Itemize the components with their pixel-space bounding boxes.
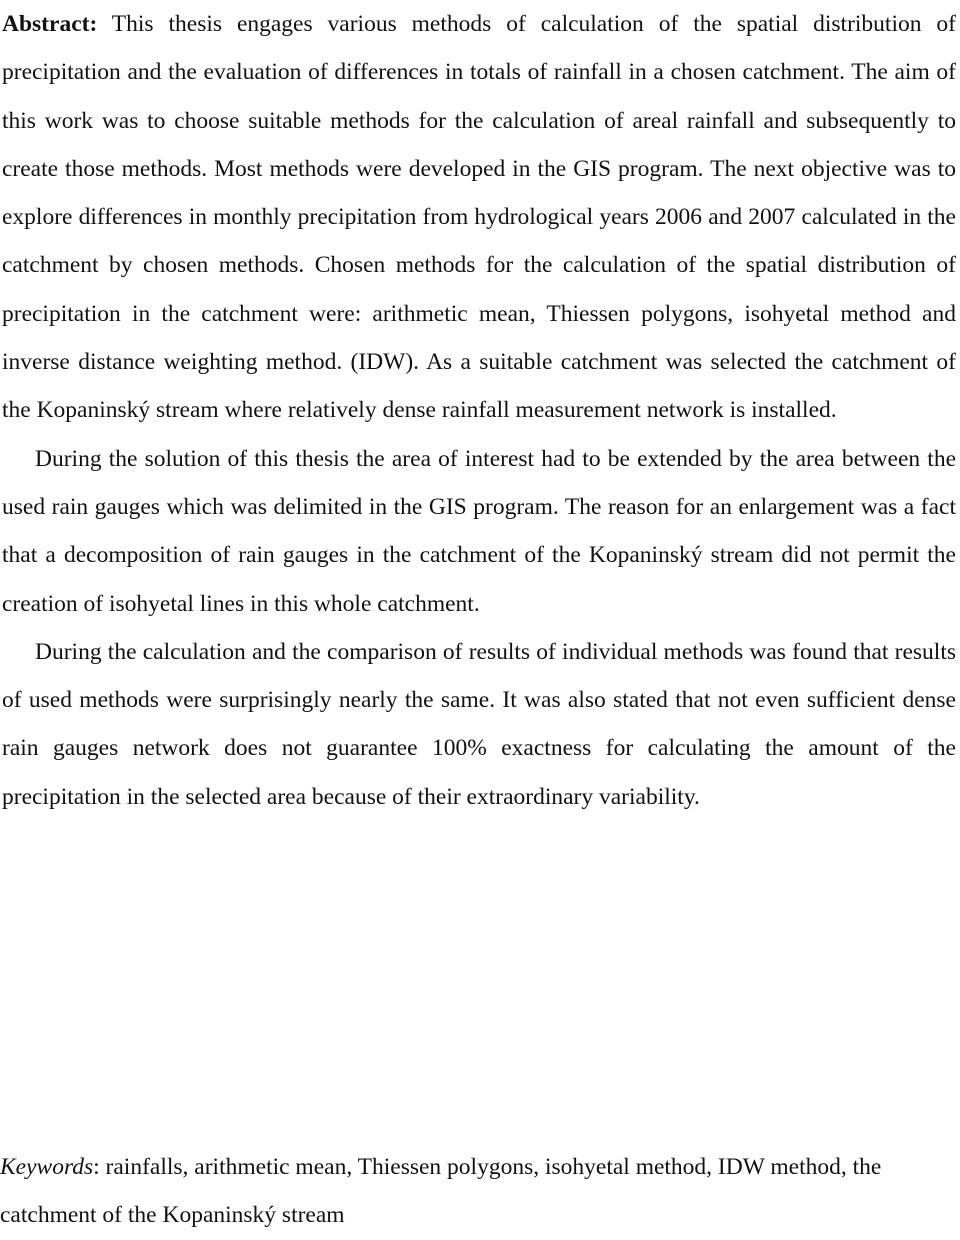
abstract-paragraph-3: During the calculation and the comparison of results of individual methods was found that results of used methods were surprisingly nearly the same. It was also stated that not even sufficient dense rain gauges network does not guarantee 100% exactness for calculating the amount of the precipitation in the selected area because of their extraordinary variability. [2,638,956,810]
keywords-label: Keywords [0,1154,94,1180]
abstract-paragraph-2: During the solution of this thesis the area of interest had to be extended by the area between the used rain gauges which was delimited in the GIS program. The reason for an enlargement was a fact that a decomposition of rain gauges in the catchment of the Kopaninský stream did not permit the creation of isohyetal lines in this whole catchment. [2,445,956,617]
keywords-section [0,1143,954,1240]
keywords-separator: : [93,1154,106,1180]
abstract-paragraph-1-text: This thesis engages various methods of calculation of the spatial distribution of precipitation and the evaluation of differences in totals of rainfall in a chosen catchment. The aim of this work was to choose suitable methods for the calculation of areal rainfall and subsequently to create those methods. Most methods were developed in the GIS program. The next objective was to explore differences in monthly precipitation from hydrological years 2006 and 2007 calculated in the catchment by chosen methods. Chosen methods for the calculation of the spatial distribution of precipitation in the catchment were: arithmetic mean, Thiessen polygons, isohyetal method and inverse distance weighting method. (IDW). As a suitable catchment was selected the catchment of the Kopaninský stream where relatively dense rainfall measurement network is installed. [2,11,956,424]
keywords-text: rainfalls, arithmetic mean, Thiessen polygons, isohyetal method, IDW method, the catchment of the Kopaninský stream [0,1154,882,1229]
abstract-label: Abstract: [2,11,98,37]
abstract-paragraph-1 [2,0,956,435]
abstract-section [2,0,956,821]
